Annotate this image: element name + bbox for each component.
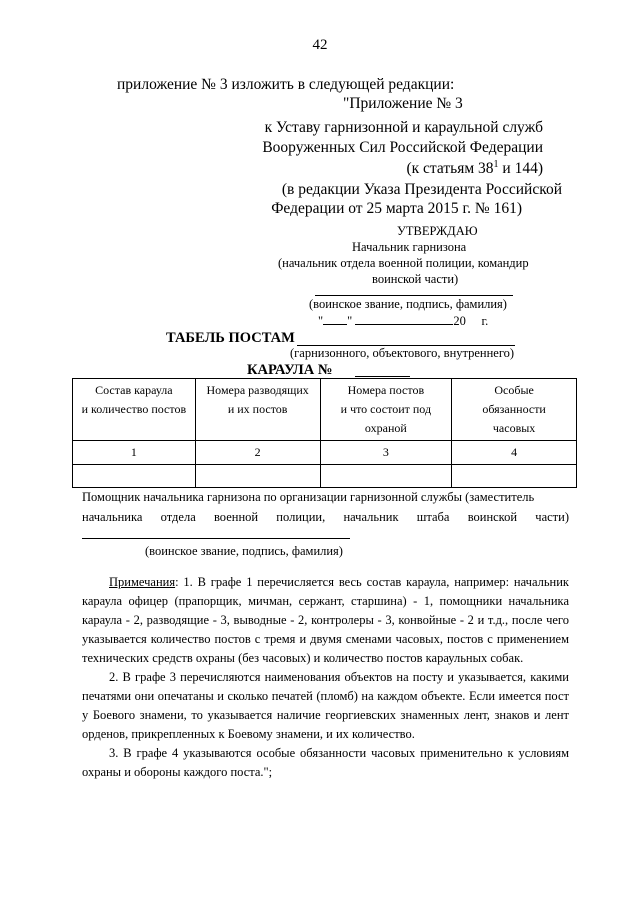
- month-blank: [355, 312, 453, 325]
- date-quote-close: ": [347, 314, 353, 328]
- table-blank-row: [73, 465, 577, 488]
- articles-pre: (к статьям 38: [406, 160, 494, 178]
- col-number-4: 4: [452, 441, 577, 465]
- approver-alt-1: (начальник отдела военной полиции, командир: [278, 256, 529, 270]
- note-1-text: : 1. В графе 1 перечисляется весь состав караула, например: начальник караула офицер (прапорщик, мичман, сержант, старшина) - 1, помощники начальника караула - 2, разводящие - 3, выводные - 2, контролеры - 3, конвойные - 2 и т.д., после чего указывается количество постов с тремя и двумя сменами часовых, постов с применением технических средств охраны (без часовых) и количество постов караульных собак.: [82, 575, 569, 665]
- date-quote-open: ": [318, 314, 324, 328]
- notes-label: Примечания: [109, 575, 176, 589]
- note-2: 2. В графе 3 перечисляются наименования объектов на посту и указывается, какими печатями они опечатаны и сколько печатей (пломб) на каждом объекте. Если имеется пост у Боевого знамени, то указывается наличие георгиевских знаменных лент, знаков и лент орденов, прикрепленных к Боевому знамени, и их количество.: [82, 670, 569, 741]
- assistant-signature-line: [82, 538, 350, 539]
- table-header-row: [73, 379, 577, 441]
- col-number-1: 1: [73, 441, 196, 465]
- posts-table: [72, 378, 577, 488]
- appendix-line-2: Вооруженных Сил Российской Федерации: [262, 139, 543, 156]
- blank-cell: [452, 465, 577, 488]
- approver-position: Начальник гарнизона: [352, 240, 467, 254]
- col-number-3: 3: [320, 441, 452, 465]
- appendix-line-1: к Уставу гарнизонной и караульной служб: [264, 119, 543, 136]
- form-title: ТАБЕЛЬ ПОСТАМ: [166, 330, 295, 346]
- page-number: 42: [312, 37, 328, 53]
- signature-caption: (воинское звание, подпись, фамилия): [309, 297, 507, 311]
- note-1: [82, 573, 569, 668]
- col-number-2: 2: [195, 441, 320, 465]
- blank-cell: [320, 465, 452, 488]
- header-cell-4: Особые обязанности часовых: [452, 379, 577, 441]
- assistant-signature-caption: (воинское звание, подпись, фамилия): [145, 544, 343, 558]
- notes-section: [82, 573, 569, 782]
- date-suffix: г.: [481, 314, 489, 328]
- note-3: 3. В графе 4 указываются особые обязанности часовых применительно к условиям охраны и обороны каждого поста.";: [82, 746, 569, 779]
- articles-post: и 144): [498, 160, 543, 178]
- blank-cell: [195, 465, 320, 488]
- header-cell-1: Состав караула и количество постов: [73, 379, 196, 441]
- header-cell-2: Номера разводящих и их постов: [195, 379, 320, 441]
- approve-label: УТВЕРЖДАЮ: [397, 224, 478, 238]
- articles-sup: 1: [493, 159, 499, 170]
- appendix-line-3: [406, 159, 543, 178]
- table-number-row: [73, 441, 577, 465]
- date-year: 20: [453, 314, 466, 328]
- blank-cell: [73, 465, 196, 488]
- appendix-title: "Приложение № 3: [343, 95, 463, 112]
- appendix-line-5: Федерации от 25 марта 2015 г. № 161): [271, 200, 522, 217]
- day-blank: [323, 312, 347, 325]
- approver-alt-2: воинской части): [372, 272, 459, 286]
- intro-line: приложение № 3 изложить в следующей редакции:: [117, 76, 455, 93]
- assistant-signatory: [82, 487, 569, 527]
- guard-number-line: [355, 376, 410, 377]
- assistant-text-last: начальника отдела военной полиции, начальник штаба воинской части): [82, 510, 569, 524]
- appendix-line-4: (в редакции Указа Президента Российской: [281, 181, 562, 198]
- date-line: [318, 312, 488, 329]
- header-cell-3: Номера постов и что состоит под охраной: [320, 379, 452, 441]
- form-title-caption: (гарнизонного, объектового, внутреннего): [290, 346, 515, 360]
- signature-line: [315, 295, 513, 296]
- assistant-text: Помощник начальника гарнизона по организации гарнизонной службы (заместитель: [82, 490, 535, 504]
- guard-number-label: КАРАУЛА №: [247, 362, 333, 378]
